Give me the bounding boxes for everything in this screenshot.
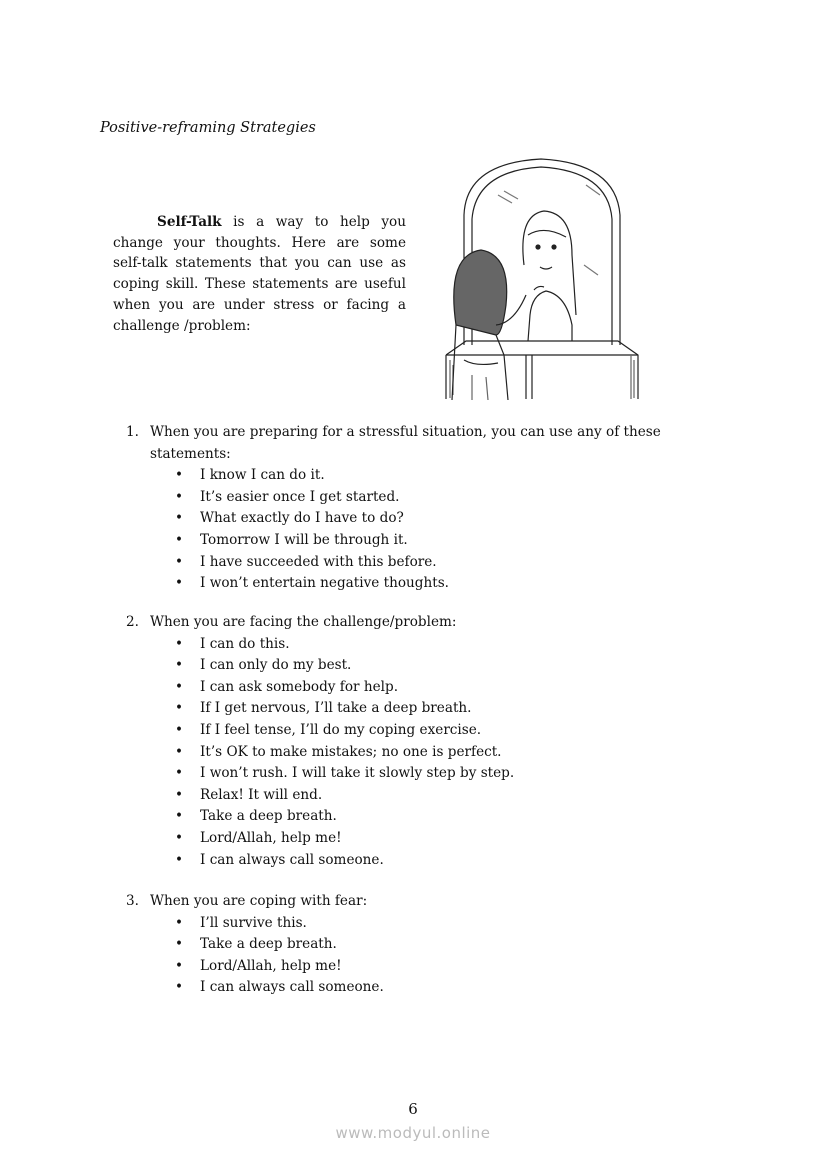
list-item: • I can always call someone. bbox=[126, 850, 728, 872]
list-item: • It’s OK to make mistakes; no one is perfect. bbox=[126, 742, 728, 764]
list-item: • It’s easier once I get started. bbox=[126, 487, 728, 509]
section-heading: Positive-reframing Strategies bbox=[100, 120, 316, 136]
list-item: • I can only do my best. bbox=[126, 655, 728, 677]
statement-list bbox=[126, 465, 728, 595]
intro-term: Self-Talk bbox=[157, 214, 222, 230]
list-item: • Lord/Allah, help me! bbox=[126, 956, 728, 978]
list-item: • I can always call someone. bbox=[126, 977, 728, 999]
section-lead: When you are coping with fear: bbox=[150, 893, 368, 909]
list-item: • I won’t entertain negative thoughts. bbox=[126, 573, 728, 595]
list-item: • I can do this. bbox=[126, 634, 728, 656]
list-item: • I won’t rush. I will take it slowly step by step. bbox=[126, 763, 728, 785]
section-number: 2. bbox=[126, 614, 139, 630]
girl-at-mirror-illustration bbox=[426, 155, 660, 400]
statement-list bbox=[126, 634, 728, 872]
list-item: • Tomorrow I will be through it. bbox=[126, 530, 728, 552]
list-item: • What exactly do I have to do? bbox=[126, 508, 728, 530]
list-item: • I can ask somebody for help. bbox=[126, 677, 728, 699]
list-item: • Relax! It will end. bbox=[126, 785, 728, 807]
page-number: 6 bbox=[408, 1100, 418, 1118]
list-item: • If I get nervous, I’ll take a deep breath. bbox=[126, 698, 728, 720]
section-coping-fear bbox=[126, 891, 728, 999]
list-item: • If I feel tense, I’ll do my coping exercise. bbox=[126, 720, 728, 742]
intro-text: is a way to help you change your thoughts. Here are some self-talk statements that you can use as coping skill. These statements are useful when you are under stress or facing a challenge /problem: bbox=[113, 214, 406, 334]
list-item: • Take a deep breath. bbox=[126, 934, 728, 956]
watermark: www.modyul.online bbox=[335, 1124, 491, 1142]
section-lead: When you are facing the challenge/problem: bbox=[150, 614, 457, 630]
section-facing-challenge bbox=[126, 612, 728, 871]
list-item: • I have succeeded with this before. bbox=[126, 552, 728, 574]
section-lead: When you are preparing for a stressful situation, you can use any of these statements: bbox=[150, 424, 661, 462]
list-item: • I’ll survive this. bbox=[126, 913, 728, 935]
section-number: 1. bbox=[126, 424, 139, 440]
section-number: 3. bbox=[126, 893, 139, 909]
intro-paragraph bbox=[113, 212, 406, 336]
list-item: • Lord/Allah, help me! bbox=[126, 828, 728, 850]
section-preparing bbox=[126, 422, 728, 595]
statement-list bbox=[126, 913, 728, 999]
list-item: • I know I can do it. bbox=[126, 465, 728, 487]
list-item: • Take a deep breath. bbox=[126, 806, 728, 828]
